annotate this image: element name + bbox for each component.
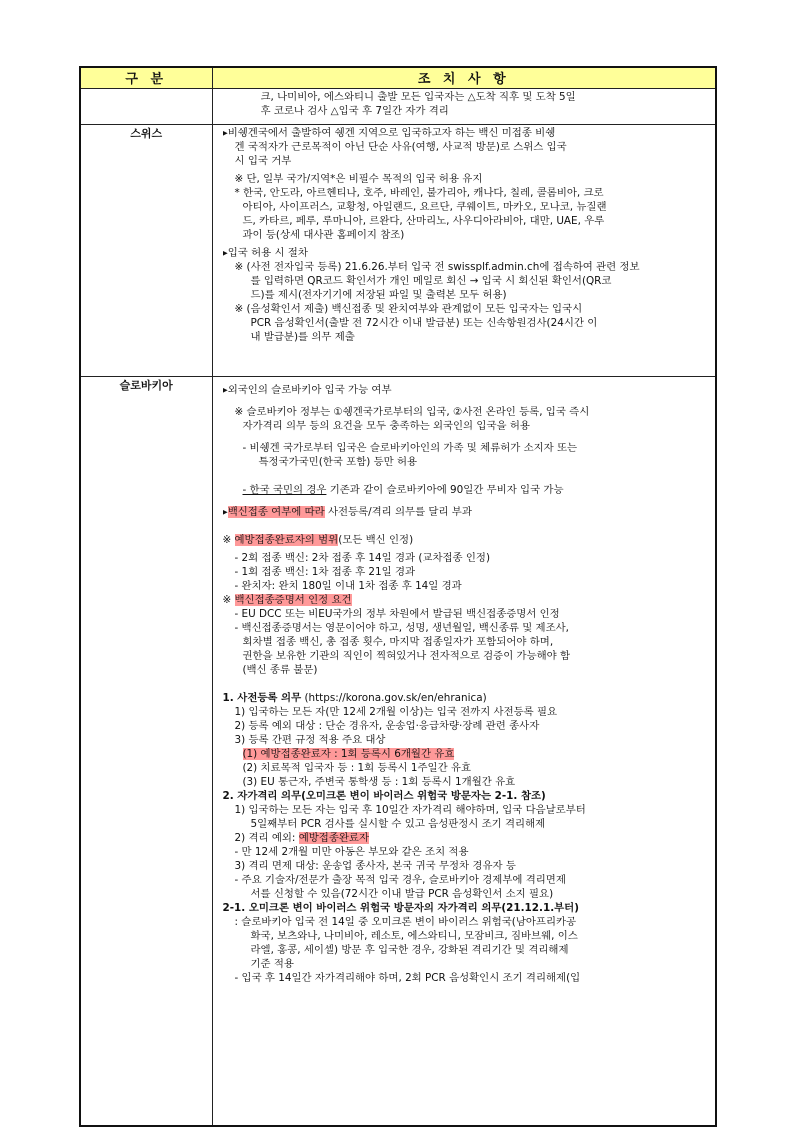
text-line: 겐 국적자가 근로목적이 아닌 단순 사유(여행, 사교적 방문)로 스위스 입국 xyxy=(234,141,567,153)
country-list-line: 과이 등(상세 대사관 홈페이지 참조) xyxy=(242,229,405,241)
section-heading: 2-1. 오미크론 변이 바이러스 위험국 방문자의 자가격리 의무(21.12.1.부터) xyxy=(222,902,579,914)
list-item: (3) EU 통근자, 주변국 통학생 등 : 1회 등록시 1개월간 유효 xyxy=(242,776,516,788)
text-line: 시 입국 거부 xyxy=(234,155,292,167)
list-item: 기준 적용 xyxy=(250,958,294,970)
text-line: 를 입력하면 QR코드 확인서가 개인 메일로 회신 → 입국 시 회신된 확인서(QR코 xyxy=(250,275,612,287)
country-list-line: * 한국, 안도라, 아르헨티나, 호주, 바레인, 불가리아, 캐나다, 칠레, 콜롬비아, 크로 xyxy=(234,187,604,199)
list-item: - 백신접종증명서는 영문이어야 하고, 성명, 생년월일, 백신종류 및 제조사, xyxy=(234,622,569,634)
list-item: - 1회 접종 백신: 1차 접종 후 21일 경과 xyxy=(234,566,416,578)
text-line xyxy=(223,505,712,519)
highlighted-phrase: (1) 예방접종완료자 : 1회 등록시 6개월간 유효 xyxy=(242,748,455,760)
text-line: ※ (음성확인서 제출) 백신접종 및 완치여부와 관계없이 모든 입국자는 입국시 xyxy=(234,303,583,315)
text-line: 자가격리 의무 등의 요건을 모두 충족하는 외국인의 입국을 허용 xyxy=(242,420,530,432)
text-line xyxy=(223,483,712,497)
list-item: 회차별 접종 백신, 총 접종 횟수, 마지막 접종일자가 포함되어야 하며, xyxy=(242,636,554,648)
highlighted-phrase: 예방접종완료자의 범위 xyxy=(234,534,339,546)
list-item xyxy=(223,747,712,761)
highlighted-phrase: 백신접종증명서 인정 요건 xyxy=(234,594,352,606)
list-item: 라엘, 홍콩, 세이셸) 방문 후 입국한 경우, 강화된 격리기간 및 격리해제 xyxy=(250,944,569,956)
text-line: 내 발급분)를 의무 제출 xyxy=(250,331,355,343)
list-item: 3) 등록 간편 규정 적용 주요 대상 xyxy=(234,734,386,746)
header-measures: 조 치 사 항 xyxy=(212,67,716,89)
scope-title xyxy=(223,533,712,547)
country-list-line: 아티아, 사이프러스, 교황청, 아일랜드, 요르단, 쿠웨이트, 마카오, 모나코, 뉴질랜 xyxy=(242,201,607,213)
note-line: ※ 단, 일부 국가/지역*은 비필수 목적의 입국 허용 유지 xyxy=(234,173,483,185)
list-item: (2) 치료목적 입국자 등 : 1회 등록시 1주일간 유효 xyxy=(242,762,471,774)
list-item: - 완치자: 완치 180일 이내 1차 접종 후 14일 경과 xyxy=(234,580,462,592)
list-item: (백신 종류 불문) xyxy=(242,664,318,676)
list-item: - EU DCC 또는 비EU국가의 정부 차원에서 발급된 백신접종증명서 인정 xyxy=(234,608,560,620)
continuation-cell xyxy=(212,89,716,125)
text-line: PCR 음성확인서(출발 전 72시간 이내 발급분) 또는 신속항원검사(24시간 이 xyxy=(250,317,598,329)
section-heading: 2. 자가격리 의무(오미크론 변이 바이러스 위험국 방문자는 2-1. 참조) xyxy=(222,790,546,802)
switzerland-measures xyxy=(212,125,716,377)
text-line: ▸입국 허용 시 절차 xyxy=(222,247,308,259)
text-line: ▸비쉥겐국에서 출발하여 쉥겐 지역으로 입국하고자 하는 백신 미접종 비쉥 xyxy=(222,127,556,139)
list-item: 1) 입국하는 모든 자(만 12세 2개월 이상)는 입국 전까지 사전등록 필요 xyxy=(234,706,558,718)
list-item: - 만 12세 2개월 미만 아동은 부모와 같은 조치 적용 xyxy=(234,846,469,858)
continuation-line: 후 코로나 검사 △입국 후 7일간 자가 격리 xyxy=(260,105,449,117)
text-span: 2) 격리 예외: xyxy=(234,832,299,844)
list-item: 1) 입국하는 모든 자는 입국 후 10일간 자가격리 해야하며, 입국 다음날로부터 xyxy=(234,804,586,816)
text-span: (모든 백신 인정) xyxy=(338,534,414,546)
bullet-marker: ▸ xyxy=(222,506,228,518)
country-switzerland: 스위스 xyxy=(80,125,212,377)
list-item xyxy=(223,831,712,845)
highlighted-phrase: 백신접종 여부에 따라 xyxy=(227,506,325,518)
list-item: 3) 격리 면제 대상: 운송업 종사자, 본국 귀국 무정차 경유자 등 xyxy=(234,860,516,872)
certificate-title xyxy=(223,593,712,607)
list-item: - 입국 후 14일간 자가격리해야 하며, 2회 PCR 음성확인시 조기 격리해제(입 xyxy=(234,972,581,984)
measures-table xyxy=(79,66,717,1127)
slovakia-row xyxy=(80,377,716,1126)
table-header-row xyxy=(80,67,716,89)
text-line: 드)를 제시(전자기기에 저장된 파일 및 출력본 모두 허용) xyxy=(250,289,507,301)
text-line: 특정국가국민(한국 포함) 등만 허용 xyxy=(258,456,418,468)
continuation-line: 크, 나미비아, 에스와티니 출발 모든 입국자는 △도착 직후 및 도착 5일 xyxy=(260,91,576,103)
note-mark: ※ xyxy=(222,534,235,546)
list-item: 권한을 보유한 기관의 직인이 찍혀있거나 전자적으로 검증이 가능해야 함 xyxy=(242,650,571,662)
text-line: - 비쉥겐 국가로부터 입국은 슬로바키아인의 가족 및 체류허가 소지자 또는 xyxy=(242,442,578,454)
list-item: 서를 신청할 수 있음(72시간 이내 발급 PCR 음성확인서 소지 필요) xyxy=(250,888,554,900)
header-category: 구 분 xyxy=(80,67,212,89)
country-list-line: 드, 카타르, 페루, 루마니아, 르완다, 산마리노, 사우디아라비아, 대만, UAE, 우루 xyxy=(242,215,605,227)
text-span: 사전등록/격리 의무를 달리 부과 xyxy=(324,506,472,518)
section-heading: 1. 사전등록 의무 xyxy=(222,692,302,704)
country-slovakia: 슬로바키아 xyxy=(80,377,212,1126)
note-mark: ※ xyxy=(222,594,235,606)
list-item: 화국, 보츠와나, 나미비아, 레소토, 에스와티니, 모잠비크, 짐바브웨, 이스 xyxy=(250,930,578,942)
registration-title xyxy=(223,691,712,705)
slovakia-measures xyxy=(212,377,716,1126)
registration-url: (https://korona.gov.sk/en/ehranica) xyxy=(301,692,487,704)
korean-nationals-phrase: - 한국 국민의 경우 xyxy=(242,484,327,496)
text-span: 기존과 같이 슬로바키아에 90일간 무비자 입국 가능 xyxy=(326,484,564,496)
continuation-country-cell xyxy=(80,89,212,125)
highlighted-phrase: 예방접종완료자 xyxy=(298,832,369,844)
switzerland-row xyxy=(80,125,716,377)
text-line: ▸외국인의 슬로바키아 입국 가능 여부 xyxy=(222,384,392,396)
text-line: ※ (사전 전자입국 등록) 21.6.26.부터 입국 전 swissplf.admin.ch에 접속하여 관련 정보 xyxy=(234,261,640,273)
list-item: - 2회 접종 백신: 2차 접종 후 14일 경과 (교차접종 인정) xyxy=(234,552,491,564)
list-item: - 주요 기술자/전문가 출장 목적 입국 경우, 슬로바키아 경제부에 격리면제 xyxy=(234,874,566,886)
list-item: 2) 등록 예외 대상 : 단순 경유자, 운송업·응급차량·장례 관련 종사자 xyxy=(234,720,540,732)
list-item: : 슬로바키아 입국 전 14일 중 오미크론 변이 바이러스 위험국(남아프리카공 xyxy=(234,916,577,928)
list-item: 5일째부터 PCR 검사를 실시할 수 있고 음성판정시 조기 격리해제 xyxy=(250,818,546,830)
text-line: ※ 슬로바키아 정부는 ①쉥겐국가로부터의 입국, ②사전 온라인 등록, 입국 즉시 xyxy=(234,406,590,418)
continuation-row xyxy=(80,89,716,125)
